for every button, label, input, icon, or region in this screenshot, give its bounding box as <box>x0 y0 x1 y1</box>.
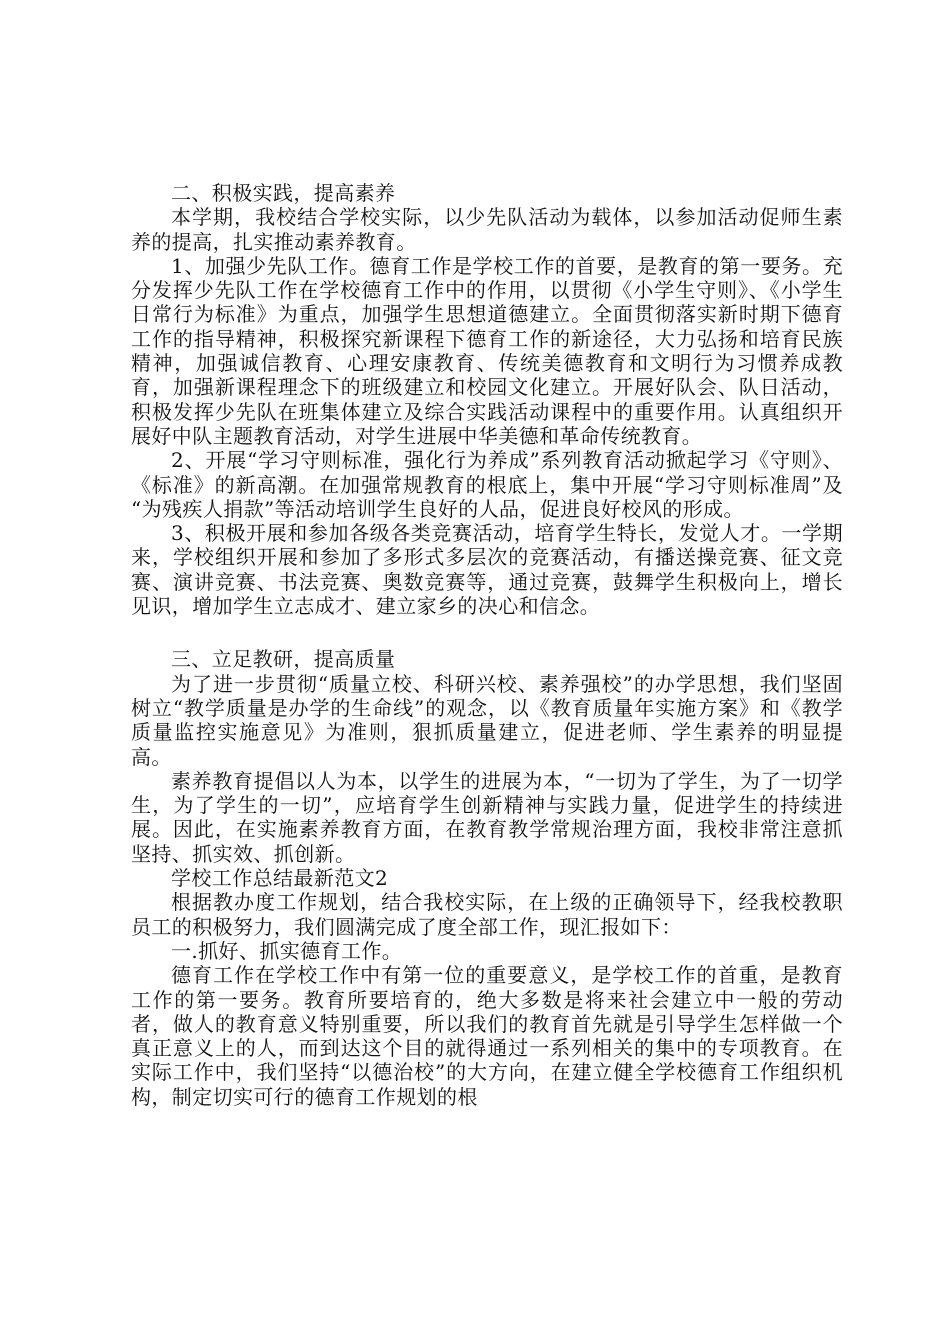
paragraph: 1、加强少先队工作。德育工作是学校工作的首要，是教育的第一要务。充分发挥少先队工作在学校德育工作中的作用，以贯彻《小学生守则》、《小学生日常行为标准》为重点，加强学生思想道德建立。全面贯彻落实新时期下德育工作的指导精神，积极探究新课程下德育工作的新途径，大力弘扬和培育民族精神，加强诚信教育、心理安康教育、传统美德教育和文明行为习惯养成教育，加强新课程理念下的班级建立和校园文化建立。开展好队会、队日活动，积极发挥少先队在班集体建立及综合实践活动课程中的重要作用。认真组织开展好中队主题教育活动，对学生进展中华美德和革命传统教育。 <box>131 253 843 448</box>
section-heading: 三、立足教研，提高质量 <box>171 647 396 672</box>
section-spacer <box>131 618 843 647</box>
paragraph: 本学期，我校结合学校实际，以少先队活动为载体，以参加活动促师生素养的提高，扎实推动素养教育。 <box>131 205 843 254</box>
document-body <box>131 181 843 1109</box>
article-title: 学校工作总结最新范文2 <box>171 866 389 891</box>
paragraph: 根据教办度工作规划，结合我校实际，在上级的正确领导下，经我校教职员工的积极努力，我们圆满完成了度全部工作，现汇报如下： <box>131 890 843 939</box>
subsection-heading: 一.抓好、抓实德育工作。 <box>171 938 403 963</box>
section-heading: 二、积极实践，提高素养 <box>171 181 396 205</box>
paragraph: 3、积极开展和参加各级各类竞赛活动，培育学生特长，发觉人才。一学期来，学校组织开展和参加了多形式多层次的竞赛活动，有播送操竞赛、征文竞赛、演讲竞赛、书法竞赛、奥数竞赛等，通过竞赛，鼓舞学生积极向上，增长见识，增加学生立志成才、建立家乡的决心和信念。 <box>131 521 843 619</box>
paragraph: 2、开展“学习守则标准，强化行为养成”系列教育活动掀起学习《守则》、《标准》的新高潮。在加强常规教育的根底上，集中开展“学习守则标准周”及 “为残疾人捐款”等活动培训学生良好的人品，促进良好校风的形成。 <box>131 448 843 521</box>
paragraph: 为了进一步贯彻“质量立校、科研兴校、素养强校”的办学思想，我们坚固树立“教学质量是办学的生命线”的观念，以《教育质量年实施方案》和《教学质量监控实施意见》为准则，狠抓质量建立，促进老师、学生素养的明显提高。 <box>131 671 843 769</box>
paragraph: 德育工作在学校工作中有第一位的重要意义，是学校工作的首重，是教育工作的第一要务。教育所要培育的，绝大多数是将来社会建立中一般的劳动者，做人的教育意义特别重要，所以我们的教育首先就是引导学生怎样做一个真正意义上的人，而到达这个目的就得通过一系列相关的集中的专项教育。在实际工作中，我们坚持“以德治校”的大方向，在建立健全学校德育工作组织机构，制定切实可行的德育工作规划的根 <box>131 963 843 1109</box>
paragraph: 素养教育提倡以人为本，以学生的进展为本，“一切为了学生，为了一切学生，为了学生的一切”，应培育学生创新精神与实践力量，促进学生的持续进展。因此，在实施素养教育方面，在教育教学常规治理方面，我校非常注意抓坚持、抓实效、抓创新。 <box>131 768 843 866</box>
